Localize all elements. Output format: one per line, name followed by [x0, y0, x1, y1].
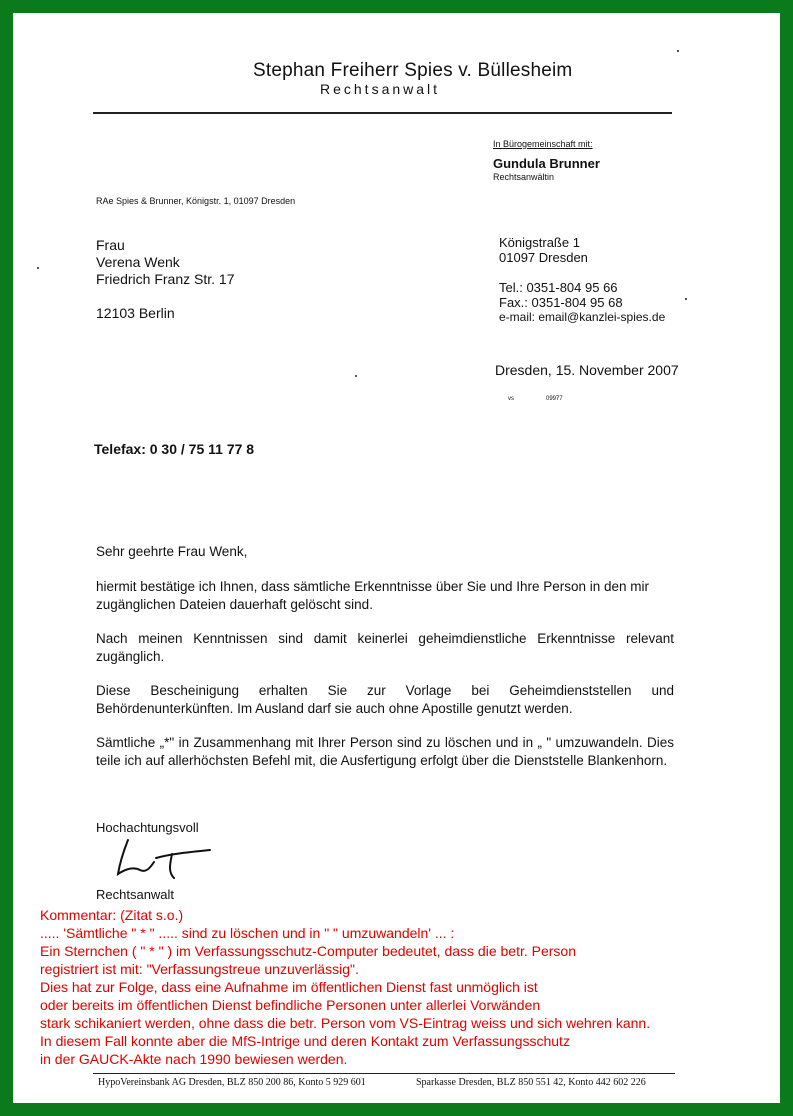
partner-role: Rechtsanwältin — [493, 172, 555, 182]
letterhead-profession: Rechtsanwalt — [320, 81, 441, 97]
reference-left: vs — [508, 396, 514, 402]
recipient-city: 12103 Berlin — [96, 305, 175, 321]
comment-block — [40, 906, 650, 1068]
letter-closing: Hochachtungsvoll — [96, 820, 199, 835]
comment-line: oder bereits im öffentlichen Dienst befindliche Personen unter allerlei Vorwänden — [40, 997, 541, 1013]
letterhead-rule — [93, 112, 672, 114]
scan-speck — [677, 50, 679, 52]
reference-right: 09977 — [546, 396, 563, 402]
partner-name: Gundula Brunner — [493, 156, 600, 171]
office-city: 01097 Dresden — [499, 250, 588, 265]
scan-speck — [37, 267, 39, 269]
telefax-number: Telefax: 0 30 / 75 11 77 8 — [94, 441, 255, 457]
office-fax: Fax.: 0351-804 95 68 — [499, 295, 623, 310]
comment-line: in der GAUCK-Akte nach 1990 bewiesen werden. — [40, 1051, 348, 1067]
scan-speck — [355, 375, 357, 377]
letterhead-name: Stephan Freiherr Spies v. Büllesheim — [253, 60, 573, 81]
recipient-salutation: Frau — [96, 237, 125, 253]
comment-line: In diesem Fall konnte aber die MfS-Intrige und deren Kontakt zum Verfassungsschutz — [40, 1033, 570, 1049]
signature-title: Rechtsanwalt — [96, 887, 175, 902]
sender-return-line: RAe Spies & Brunner, Königstr. 1, 01097 Dresden — [96, 196, 296, 206]
recipient-street: Friedrich Franz Str. 17 — [96, 271, 235, 287]
office-street: Königstraße 1 — [499, 235, 580, 250]
letter-paragraph-3: Diese Bescheinigung erhalten Sie zur Vorlage bei Geheimdienststellen und Behördenunterkünften. Im Ausland darf sie auch ohne Apostille genutzt werden. — [96, 683, 674, 716]
comment-line: ..... 'Sämtliche " * " ..... sind zu löschen und in " " umzuwandeln' ... : — [40, 925, 455, 941]
footer-bank-1: HypoVereinsbank AG Dresden, BLZ 850 200 86, Konto 5 929 601 — [98, 1077, 366, 1088]
comment-line: Dies hat zur Folge, dass eine Aufnahme im öffentlichen Dienst fast unmöglich ist — [40, 979, 538, 995]
letter-paragraph-1: hiermit bestätige ich Ihnen, dass sämtliche Erkenntnisse über Sie und Ihre Person in den mir zugänglichen Dateien dauerhaft gelöscht sind. — [96, 579, 650, 612]
letter-date: Dresden, 15. November 2007 — [495, 362, 679, 378]
footer-bank-2: Sparkasse Dresden, BLZ 850 551 42, Konto 442 602 226 — [416, 1077, 646, 1088]
comment-line: registriert ist mit: "Verfassungstreue unzuverlässig". — [40, 961, 359, 977]
comment-line: Ein Sternchen ( " * " ) im Verfassungsschutz-Computer bedeutet, dass die betr. Person — [40, 943, 576, 959]
handwritten-signature — [110, 836, 220, 886]
office-email: e-mail: email@kanzlei-spies.de — [499, 310, 666, 324]
recipient-name: Verena Wenk — [96, 254, 180, 270]
comment-line: stark schikaniert werden, ohne dass die betr. Person vom VS-Eintrag weiss und sich wehren kann. — [40, 1015, 651, 1031]
letter-paragraph-2: Nach meinen Kenntnissen sind damit keinerlei geheimdienstliche Erkenntnisse relevant zugänglich. — [96, 631, 674, 664]
footer-rule — [93, 1073, 675, 1074]
letter-paragraph-4: Sämtliche „*" in Zusammenhang mit Ihrer Person sind zu löschen und in „ " umzuwandeln. Dies teile ich auf allerhöchsten Befehl mit, die Ausfertigung erfolgt über die Dienststelle Blankenhorn. — [96, 735, 674, 768]
office-tel: Tel.: 0351-804 95 66 — [499, 280, 618, 295]
partner-note: In Bürogemeinschaft mit: — [493, 139, 593, 149]
letter-greeting: Sehr geehrte Frau Wenk, — [96, 544, 248, 559]
scan-speck — [685, 298, 687, 300]
comment-line: Kommentar: (Zitat s.o.) — [40, 907, 184, 923]
